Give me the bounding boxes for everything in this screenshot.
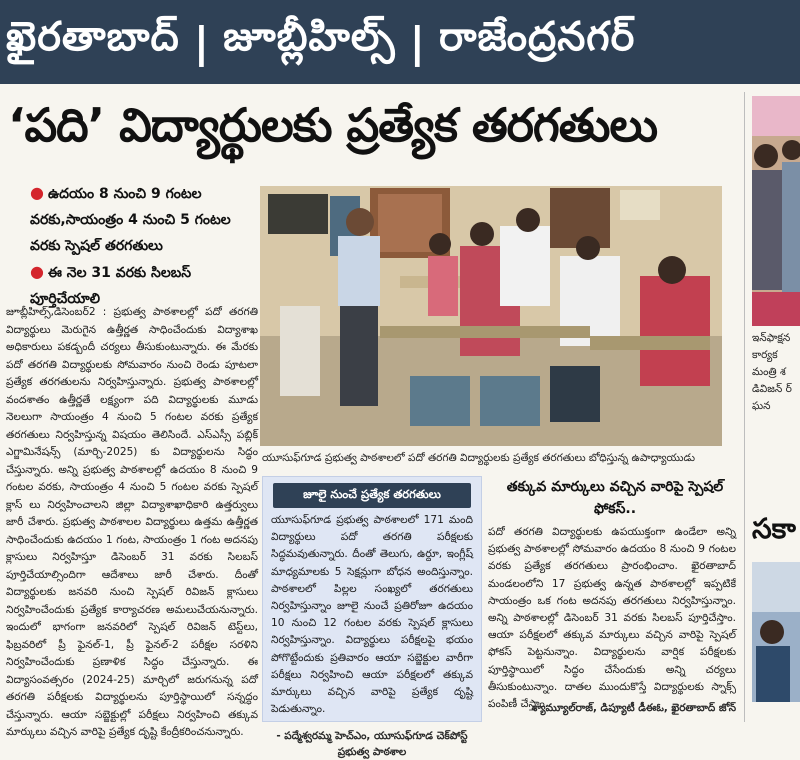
banner-separator: |	[193, 17, 210, 67]
classroom-photo-illustration	[260, 186, 722, 446]
article-highlights	[30, 180, 255, 312]
subsection-body: పదో తరగతి విద్యార్థులకు ఉపయుక్తంగా ఉండేలా అన్ని ప్రభుత్వ పాఠశాలల్లో సోమవారం ఉదయం 8 నుంచి 9 గంటల వరకు ప్రత్యేక తరగతులు ప్రారంభించాం. ఖైరతాబాద్ మండలంలోని 17 ప్రభుత్వ ఉన్నత పాఠశాలల్లో ఇప్పటికే సాయంత్రం ఒక గంట అదనపు తరగతులు నిర్వహిస్తున్నాం. అన్ని పాఠశాలల్లో డిసెంబర్ 31 వరకు సిలబస్ పూర్తిచేస్తాం. ఆయా పరీక్షలలో తక్కువ మార్కులు వచ్చిన వారిపై స్పెషల్ ఫోకస్ పెట్టనున్నాం. విద్యార్థులను వార్షిక పరీక్షలకు పూర్తిస్థాయిలో సిద్ధం చేసేందుకు అన్ని చర్యలు తీసుకుంటున్నాం. దాతల ముందుకొస్తే విద్యార్థులకు స్నాక్స్ పంపిణీ చేస్తాం.	[488, 526, 736, 711]
adjacent-article-text	[752, 330, 800, 415]
adjacent-text-line: కార్యక	[752, 349, 778, 361]
adjacent-article-photo-2	[752, 562, 800, 702]
section-banner	[0, 0, 800, 84]
highlight-item	[30, 180, 255, 259]
banner-item-rajendranagar: రాజేంద్రనగర్	[438, 14, 636, 60]
quote-box-title: జూలై నుంచే ప్రత్యేక తరగతులు	[273, 483, 471, 508]
adjacent-article-photo	[752, 96, 800, 326]
adjacent-photo-illustration	[752, 96, 800, 326]
bullet-dot-icon: ●	[30, 183, 44, 202]
highlight-text: ఉదయం 8 నుంచి 9 గంటల వరకు,సాయంత్రం 4 నుంచి 5 గంటల వరకు స్పెషల్ తరగతులు	[30, 186, 231, 254]
banner-item-jubileehills: జూబ్లీహిల్స్	[223, 14, 396, 60]
subsection-signature: శ్యామ్యూల్‌రాజ్, డిప్యూటీ డీఈఓ, ఖైరతాబాద్ జోన్	[531, 702, 736, 714]
adjacent-text-line: ఘన	[752, 400, 771, 412]
quote-box-body: యూసుఫ్‌గూడ ప్రభుత్వ పాఠశాలలో 171 మంది విద్యార్థులు పదో తరగతి పరీక్షలకు సిద్ధమవుతున్నారు. దీంతో తెలుగు, ఉర్దూ, ఇంగ్లీష్ మాధ్యమాలకు 5 సెక్షన్లుగా బోధన అందిస్తున్నాం. పాఠశాలలో పిల్లల సంఖ్యలో తరగతులు నిర్వహిస్తున్నాం జూలై నుంచే ప్రతిరోజూ ఉదయం 10 నుంచి 12 గంటల వరకు స్పెషల్ క్లాసులు నిర్వహిస్తున్నాం. విద్యార్థులు పరీక్షలపై భయం పోగొట్టేందుకు ప్రతివారం ఆయా సబ్జెక్టుల వారీగా పరీక్షలు నిర్వహించి ఆయా పరీక్షలలో తక్కువ మార్కులు వచ్చిన వారిపై ప్రత్యేక దృష్టి పెడుతున్నాం.	[271, 514, 473, 716]
adjacent-text-line: మంత్రి శ	[752, 366, 786, 378]
subsection-heading: తక్కువ మార్కులు వచ్చిన వారిపై స్పెషల్ ఫోకస్..	[506, 479, 724, 517]
banner-separator: |	[409, 17, 425, 67]
quote-box-signature: - పద్మేశ్వరమ్మ హెచ్ఎం, యూసుఫ్‌గూడ చెక్‌పోస్ట్ ప్రభుత్వ పాఠశాల	[276, 730, 468, 759]
photo-caption: యూసుఫ్‌గూడ ప్రభుత్వ పాఠశాలలో పదో తరగతి విద్యార్థులకు ప్రత్యేక తరగతులు బోధిస్తున్న ఉపాధ్యాయుడు	[262, 452, 695, 464]
bullet-dot-icon: ●	[30, 262, 44, 281]
column-divider	[744, 92, 745, 722]
adjacent-text-line: డివిజన్ ర్	[752, 383, 792, 395]
adjacent-article-heading: సకా	[752, 512, 796, 545]
banner-item-khairatabad: ఖైరతాబాద్	[6, 14, 180, 60]
article-headline: ‘పది’ విద్యార్థులకు ప్రత్యేక తరగతులు	[8, 98, 657, 152]
adjacent-photo-2-illustration	[752, 562, 800, 702]
classroom-photo	[260, 186, 722, 446]
article-body-left: జూబ్లీహిల్స్,డిసెంబర్2 : ప్రభుత్వ పాఠశాలల్లో పదో తరగతి విద్యార్థులు మెరుగైన ఉత్తీర్ణత సాధించేందుకు విద్యాశాఖ అధికారులు పకడ్బందీ చర్యలు తీసుకుంటున్నారు. ఈ మేరకు పదో తరగతి విద్యార్థులకు సోమవారం నుంచి రెండు పూటలా ప్రత్యేక తరగతులను నిర్వహిస్తున్నారు. ప్రభుత్వ పాఠశాలల్లో వందశాతం ఉత్తీర్ణతే లక్ష్యంగా పది విద్యార్థులకు మూడు నెలలుగా సాయంత్రం 4 నుంచి 5 గంటల వరకు ప్రత్యేక తరగతులు నిర్వహిస్తున్న విషయం తెలిసిందే. ఎస్ఎస్సీ పబ్లిక్ ఎగ్జామినేషన్స్ (మార్చి-2025) కు విద్యార్థులను సిద్ధం చేస్తున్నారు. అన్ని ప్రభుత్వ పాఠశాలల్లో ఉదయం 8 నుంచి 9 గంటల వరకు, సాయంత్రం 4 నుంచి 5 గంటల వరకు స్పెషల్ క్లాస్ లు నిర్వహించాలని జిల్లా విద్యాశాఖాధికారి ఉత్తర్వులు జారీ చేశారు. ప్రభుత్వ పాఠశాలల విద్యార్థులు ఉత్తమ ఉత్తీర్ణత సాధించేందుకు ఉదయం 1 గంట, సాయంత్రం 1 గంట అదనపు క్లాసులు నిర్వహిస్తూ డిసెంబర్ 31 వరకు సిలబస్ పూర్తిచేయాల్సిందిగా ఆదేశాలు జారీ చేశారు. దీంతో విద్యార్థులకు జనవరి నుంచి స్పెషల్ రివిజన్ క్లాసులు నిర్వహించేందుకు ప్రత్యేక కార్యాచరణ అమలుచేయనున్నారు. ఇందులో భాగంగా జనవరిలో స్పెషల్ రివిజన్ టెస్ట్‌లు, ఫిబ్రవరిలో ప్రీ ఫైనల్-1, ప్రీ ఫైనల్-2 పరీక్షల సరళిని నిర్వహించేందుకు ప్రణాళిక సిద్ధం చేస్తున్నారు. ఈ విద్యాసంవత్సరం (2024-25) మార్చిలో జరుగనున్న పదో తరగతి పరీక్షలకు విద్యార్థులను పూర్తిస్థాయిలో సన్నద్ధం చేస్తున్నారు. ఆయా సబ్జెక్టుల్లో పరీక్షలు నిర్వహించి తక్కువ మార్కులు వచ్చిన వారిపై ప్రత్యేక దృష్టి కేంద్రీకరించనున్నారు.	[6, 306, 258, 738]
highlight-text: ఈ నెల 31 వరకు సిలబస్ పూర్తిచేయాలి	[30, 265, 192, 307]
adjacent-text-line: ఇన్‌ఫాక్షన	[752, 332, 791, 344]
quote-box	[262, 476, 482, 759]
